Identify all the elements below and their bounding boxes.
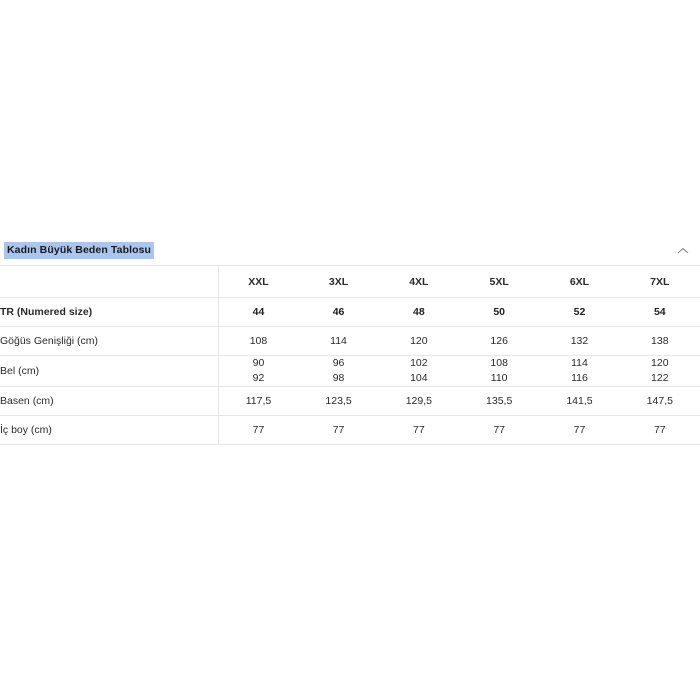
row-label-gogus-genisligi: Göğüs Genişliği (cm) — [0, 327, 218, 356]
cell-tr-6xl: 52 — [539, 298, 619, 327]
cell-tr-3xl: 46 — [298, 298, 378, 327]
cell-gogus-5xl: 126 — [459, 327, 539, 356]
cell-basen-6xl: 141,5 — [539, 387, 619, 416]
panel-title: Kadın Büyük Beden Tablosu — [4, 242, 154, 259]
row-label-ic-boy: İç boy (cm) — [0, 416, 218, 445]
cell-bel-6xl — [539, 356, 619, 387]
cell-icboy-6xl: 77 — [539, 416, 619, 445]
panel-header[interactable] — [0, 236, 700, 266]
cell-bel-6xl-bottom: 116 — [571, 372, 588, 384]
cell-bel-5xl-bottom: 110 — [490, 372, 508, 384]
table-header-7xl: 7XL — [620, 266, 700, 298]
table-header-xxl: XXL — [218, 266, 298, 298]
table-row — [0, 387, 700, 416]
cell-icboy-5xl: 77 — [459, 416, 539, 445]
cell-basen-7xl: 147,5 — [620, 387, 700, 416]
row-label-bel: Bel (cm) — [0, 356, 218, 387]
cell-bel-3xl-top: 96 — [332, 357, 345, 369]
cell-basen-4xl: 129,5 — [379, 387, 459, 416]
table-row — [0, 356, 700, 387]
cell-bel-4xl — [379, 356, 459, 387]
cell-tr-4xl: 48 — [379, 298, 459, 327]
size-chart-table — [0, 266, 700, 445]
cell-bel-3xl — [298, 356, 378, 387]
cell-bel-4xl-top: 102 — [410, 357, 428, 369]
cell-bel-3xl-bottom: 98 — [332, 372, 345, 384]
cell-bel-5xl — [459, 356, 539, 387]
cell-bel-6xl-top: 114 — [571, 357, 588, 369]
table-header-5xl: 5XL — [459, 266, 539, 298]
table-header-corner — [0, 266, 218, 298]
cell-bel-xxl-top: 90 — [252, 357, 265, 369]
cell-tr-xxl: 44 — [218, 298, 298, 327]
cell-gogus-6xl: 132 — [539, 327, 619, 356]
cell-icboy-3xl: 77 — [298, 416, 378, 445]
cell-bel-xxl — [218, 356, 298, 387]
chevron-up-icon[interactable] — [676, 244, 690, 258]
cell-gogus-7xl: 138 — [620, 327, 700, 356]
row-label-tr-numbered-size: TR (Numered size) — [0, 298, 218, 327]
cell-gogus-4xl: 120 — [379, 327, 459, 356]
cell-bel-4xl-bottom: 104 — [410, 372, 428, 384]
cell-basen-3xl: 123,5 — [298, 387, 378, 416]
cell-bel-7xl-top: 120 — [651, 357, 669, 369]
table-header-4xl: 4XL — [379, 266, 459, 298]
cell-basen-5xl: 135,5 — [459, 387, 539, 416]
cell-bel-7xl — [620, 356, 700, 387]
cell-bel-5xl-top: 108 — [490, 357, 508, 369]
cell-tr-5xl: 50 — [459, 298, 539, 327]
table-header-6xl: 6XL — [539, 266, 619, 298]
cell-icboy-4xl: 77 — [379, 416, 459, 445]
table-row — [0, 327, 700, 356]
table-row — [0, 298, 700, 327]
size-chart-panel — [0, 236, 700, 445]
cell-basen-xxl: 117,5 — [218, 387, 298, 416]
table-header-row — [0, 266, 700, 298]
table-row — [0, 416, 700, 445]
row-label-basen: Basen (cm) — [0, 387, 218, 416]
cell-gogus-3xl: 114 — [298, 327, 378, 356]
table-header-3xl: 3XL — [298, 266, 378, 298]
cell-bel-7xl-bottom: 122 — [651, 372, 669, 384]
cell-icboy-7xl: 77 — [620, 416, 700, 445]
cell-bel-xxl-bottom: 92 — [252, 372, 265, 384]
cell-icboy-xxl: 77 — [218, 416, 298, 445]
cell-gogus-xxl: 108 — [218, 327, 298, 356]
cell-tr-7xl: 54 — [620, 298, 700, 327]
